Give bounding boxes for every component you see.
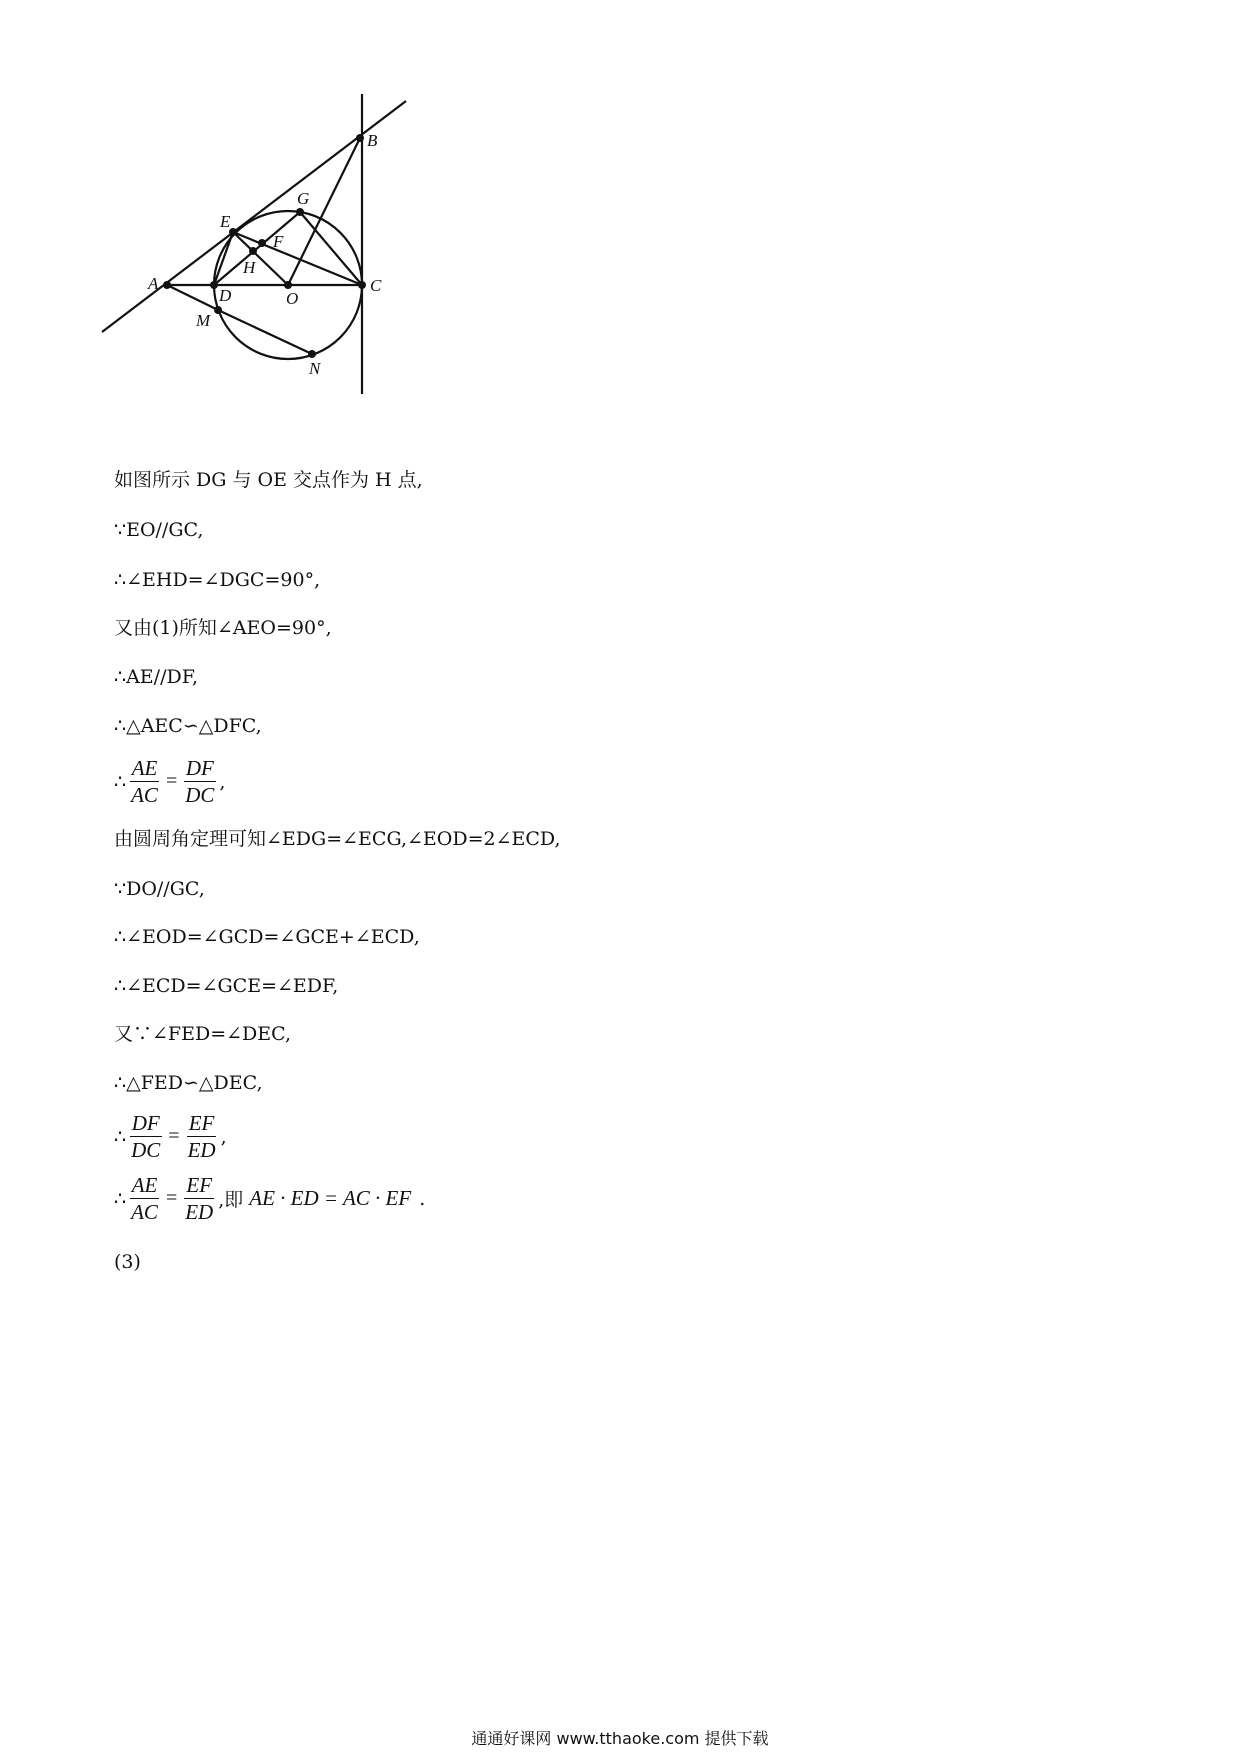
- therefore-symbol: ∴: [114, 770, 127, 793]
- text-line-12: ∴△FED∽△DEC,: [114, 1072, 263, 1094]
- point-n: [308, 350, 316, 358]
- fraction-df-dc: [129, 1110, 162, 1163]
- denominator: AC: [131, 783, 158, 807]
- denominator: ED: [185, 1200, 214, 1224]
- equals-sign: =: [168, 1125, 180, 1147]
- numerator: AE: [131, 756, 158, 780]
- text-line-5: ∴AE//DF,: [114, 666, 198, 688]
- part-3-label: (3): [114, 1251, 141, 1273]
- point-f: [258, 239, 266, 247]
- geometry-diagram: [100, 92, 420, 402]
- equation-df-dc-ef-ed: [114, 1110, 227, 1163]
- text-line-11: 又∵∠FED=∠DEC,: [114, 1023, 292, 1045]
- equation-conclusion: [114, 1172, 425, 1225]
- numerator: DF: [185, 756, 214, 780]
- numerator: AE: [131, 1173, 158, 1197]
- comma: ,: [220, 1125, 227, 1148]
- point-b: [356, 134, 364, 142]
- geometry-figure: [100, 92, 420, 402]
- denominator: AC: [131, 1200, 158, 1224]
- label-c: C: [370, 276, 382, 295]
- page-footer: 通通好课网 www.tthaoke.com 提供下载: [471, 1729, 769, 1748]
- segment-am: [167, 285, 218, 310]
- point-h: [249, 247, 257, 255]
- connector-text: ,即: [218, 1189, 244, 1211]
- fraction-ef-ed: [186, 1110, 218, 1163]
- label-d: D: [219, 286, 232, 305]
- label-b: B: [367, 131, 378, 150]
- label-m: M: [196, 311, 211, 330]
- text-line-10: ∴∠ECD=∠GCE=∠EDF,: [114, 975, 339, 997]
- numerator: EF: [186, 1173, 213, 1197]
- text-line-4: 又由(1)所知∠AEO=90°,: [114, 617, 332, 639]
- denominator: DC: [131, 1138, 161, 1162]
- label-o: O: [286, 289, 299, 308]
- denominator: DC: [185, 783, 215, 807]
- point-d: [210, 281, 218, 289]
- denominator: ED: [187, 1138, 216, 1162]
- therefore-symbol: ∴: [114, 1187, 127, 1210]
- equals-sign: =: [165, 1187, 178, 1209]
- point-a: [163, 281, 171, 289]
- fraction-df-dc: [183, 755, 216, 808]
- point-m: [214, 306, 222, 314]
- numerator: EF: [188, 1111, 215, 1135]
- label-n: N: [309, 359, 321, 378]
- text-line-1: 如图所示 DG 与 OE 交点作为 H 点,: [114, 469, 423, 491]
- comma: ,: [219, 770, 226, 793]
- text-line-9: ∴∠EOD=∠GCD=∠GCE+∠ECD,: [114, 926, 420, 948]
- point-c: [358, 281, 366, 289]
- label-a: A: [148, 274, 159, 293]
- period: .: [419, 1187, 426, 1210]
- point-g: [296, 208, 304, 216]
- fraction-ae-ac: [129, 755, 160, 808]
- numerator: DF: [131, 1111, 160, 1135]
- equation-ae-ac-df-dc: [114, 755, 225, 808]
- text-line-7: 由圆周角定理可知∠EDG=∠ECG,∠EOD=2∠ECD,: [114, 828, 561, 850]
- label-e: E: [220, 212, 231, 231]
- text-line-6: ∴△AEC∽△DFC,: [114, 715, 262, 737]
- label-g: G: [297, 189, 310, 208]
- therefore-symbol: ∴: [114, 1125, 127, 1148]
- text-line-3: ∴∠EHD=∠DGC=90°,: [114, 569, 321, 591]
- fraction-ef-ed: [183, 1172, 215, 1225]
- label-f: F: [273, 232, 284, 251]
- point-o: [284, 281, 292, 289]
- text-line-8: ∵DO//GC,: [114, 878, 205, 900]
- text-line-2: ∵EO//GC,: [114, 519, 204, 541]
- product-equation: AE · ED = AC · EF: [249, 1186, 412, 1210]
- label-h: H: [243, 258, 256, 277]
- fraction-ae-ac: [129, 1172, 160, 1225]
- equals-sign: =: [165, 770, 178, 792]
